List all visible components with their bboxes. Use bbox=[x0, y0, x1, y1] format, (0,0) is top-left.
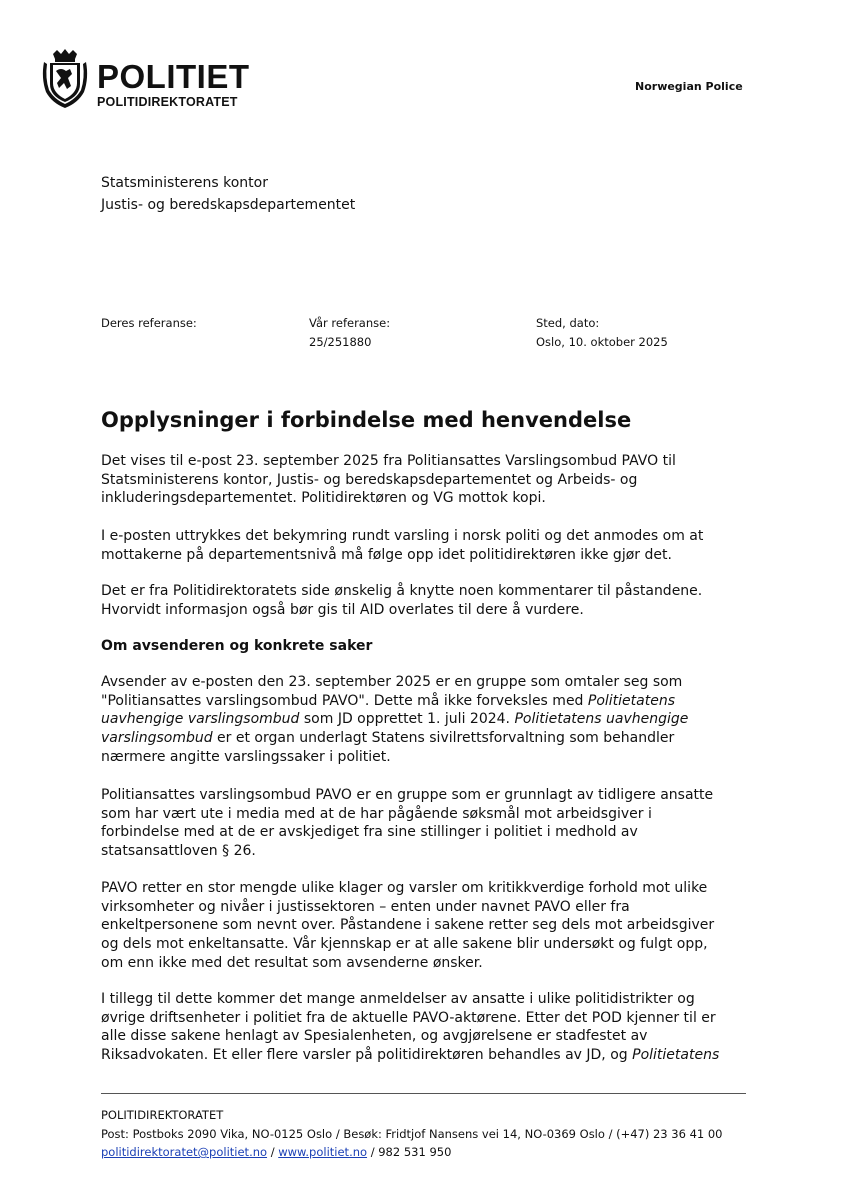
paragraph-line: Statsministerens kontor, Justis- og beredskapsdepartementet og Arbeids- og bbox=[101, 471, 638, 488]
paragraph bbox=[101, 582, 761, 619]
italic-text: varslingsombud bbox=[101, 730, 213, 747]
paragraph-line: enkeltpersonene som nevnt over. Påstandene i sakene retter seg dels mot arbeidsgiver bbox=[101, 917, 715, 934]
paragraph-line: Hvorvidt informasjon også bør gis til AID overlates til dere å vurdere. bbox=[101, 601, 584, 618]
paragraph bbox=[101, 990, 761, 1065]
paragraph-line: mottakerne på departementsnivå må følge opp idet politidirektøren ikke gjør det. bbox=[101, 546, 672, 563]
paragraph-line: om enn ikke med det resultat som avsenderne ønsker. bbox=[101, 954, 483, 971]
logo-title: POLITIET bbox=[97, 58, 250, 95]
reference-value-var: 25/251880 bbox=[309, 335, 372, 349]
recipient-line: Justis- og beredskapsdepartementet bbox=[101, 197, 356, 213]
paragraph-line: som har vært ute i media med at de har pågående søksmål mot arbeidsgiver i bbox=[101, 805, 652, 822]
paragraph bbox=[101, 527, 761, 564]
paragraph-line bbox=[101, 1046, 761, 1065]
footer-web-link[interactable]: www.politiet.no bbox=[278, 1145, 368, 1159]
paragraph-line bbox=[101, 710, 761, 729]
logo-subtitle: POLITIDIREKTORATET bbox=[97, 95, 238, 109]
paragraph-line: I e-posten uttrykkes det bekymring rundt varsling i norsk politi og det anmodes om at bbox=[101, 528, 704, 544]
footer-contact-line bbox=[101, 1145, 451, 1159]
paragraph-line: Det vises til e-post 23. september 2025 fra Politiansattes Varslingsombud PAVO til bbox=[101, 453, 676, 469]
reference-label-var: Vår referanse: bbox=[309, 316, 391, 330]
reference-value-sted: Oslo, 10. oktober 2025 bbox=[536, 335, 668, 349]
section-heading: Om avsenderen og konkrete saker bbox=[101, 638, 373, 654]
paragraph-line: nærmere angitte varslingssaker i politiet. bbox=[101, 748, 391, 765]
paragraph-line: statsansattloven § 26. bbox=[101, 843, 256, 860]
paragraph bbox=[101, 786, 761, 861]
top-right-label: Norwegian Police bbox=[635, 80, 743, 93]
italic-text: Politietatens uavhengige bbox=[514, 711, 689, 728]
paragraph-line: virksomheter og nivåer i justissektoren – enten under navnet PAVO eller fra bbox=[101, 898, 630, 915]
paragraph bbox=[101, 879, 761, 973]
footer-separator: / bbox=[267, 1145, 279, 1159]
footer-orgnr: / 982 531 950 bbox=[367, 1145, 452, 1159]
text-run: Riksadvokaten. Et eller flere varsler på politidirektøren behandles av JD, og bbox=[101, 1047, 633, 1064]
paragraph-line: øvrige driftsenheter i politiet fra de aktuelle PAVO-aktørene. Etter det POD kjenner til er bbox=[101, 1009, 716, 1026]
text-run: er et organ underlagt Statens sivilrettsforvaltning som behandler bbox=[212, 730, 675, 747]
paragraph-line: forbindelse med at de er avskjediget fra sine stillinger i politiet i medhold av bbox=[101, 824, 638, 841]
paragraph-line: Det er fra Politidirektoratets side ønskelig å knytte noen kommentarer til påstandene. bbox=[101, 583, 703, 599]
paragraph bbox=[101, 452, 761, 508]
police-crest-logo bbox=[40, 48, 90, 110]
paragraph-line: PAVO retter en stor mengde ulike klager og varsler om kritikkverdige forhold mot ulike bbox=[101, 880, 708, 896]
italic-text: Politietatens bbox=[587, 692, 676, 709]
paragraph-line: I tillegg til dette kommer det mange anmeldelser av ansatte i ulike politidistrikter og bbox=[101, 991, 695, 1007]
italic-text: uavhengige varslingsombud bbox=[101, 711, 300, 728]
footer-divider bbox=[101, 1093, 746, 1094]
italic-text: Politietatens bbox=[632, 1047, 720, 1064]
paragraph-line bbox=[101, 729, 761, 748]
document-title: Opplysninger i forbindelse med henvendelse bbox=[101, 408, 632, 432]
reference-label-sted: Sted, dato: bbox=[536, 316, 600, 330]
paragraph-line: alle disse sakene henlagt av Spesialenheten, og avgjørelsene er stadfestet av bbox=[101, 1028, 648, 1045]
recipient-line: Statsministerens kontor bbox=[101, 175, 268, 191]
paragraph-line: Avsender av e-posten den 23. september 2025 er en gruppe som omtaler seg som bbox=[101, 674, 683, 690]
paragraph-line: og dels mot enkeltansatte. Vår kjennskap er at alle sakene blir undersøkt og fulgt opp, bbox=[101, 936, 708, 953]
paragraph-line bbox=[101, 692, 761, 711]
footer-org: POLITIDIREKTORATET bbox=[101, 1108, 224, 1122]
text-run: som JD opprettet 1. juli 2024. bbox=[299, 711, 515, 728]
paragraph-line: Politiansattes varslingsombud PAVO er en gruppe som er grunnlagt av tidligere ansatte bbox=[101, 787, 714, 803]
footer-email-link[interactable]: politidirektoratet@politiet.no bbox=[101, 1145, 268, 1159]
text-run: "Politiansattes varslingsombud PAVO". Dette må ikke forveksles med bbox=[101, 692, 588, 709]
footer-address: Post: Postboks 2090 Vika, NO-0125 Oslo / Besøk: Fridtjof Nansens vei 14, NO-0369 Oslo / (+47) 23 36 41 00 bbox=[101, 1127, 723, 1141]
paragraph bbox=[101, 673, 761, 767]
paragraph-line: inkluderingsdepartementet. Politidirektøren og VG mottok kopi. bbox=[101, 490, 546, 507]
reference-label-deres: Deres referanse: bbox=[101, 316, 197, 330]
